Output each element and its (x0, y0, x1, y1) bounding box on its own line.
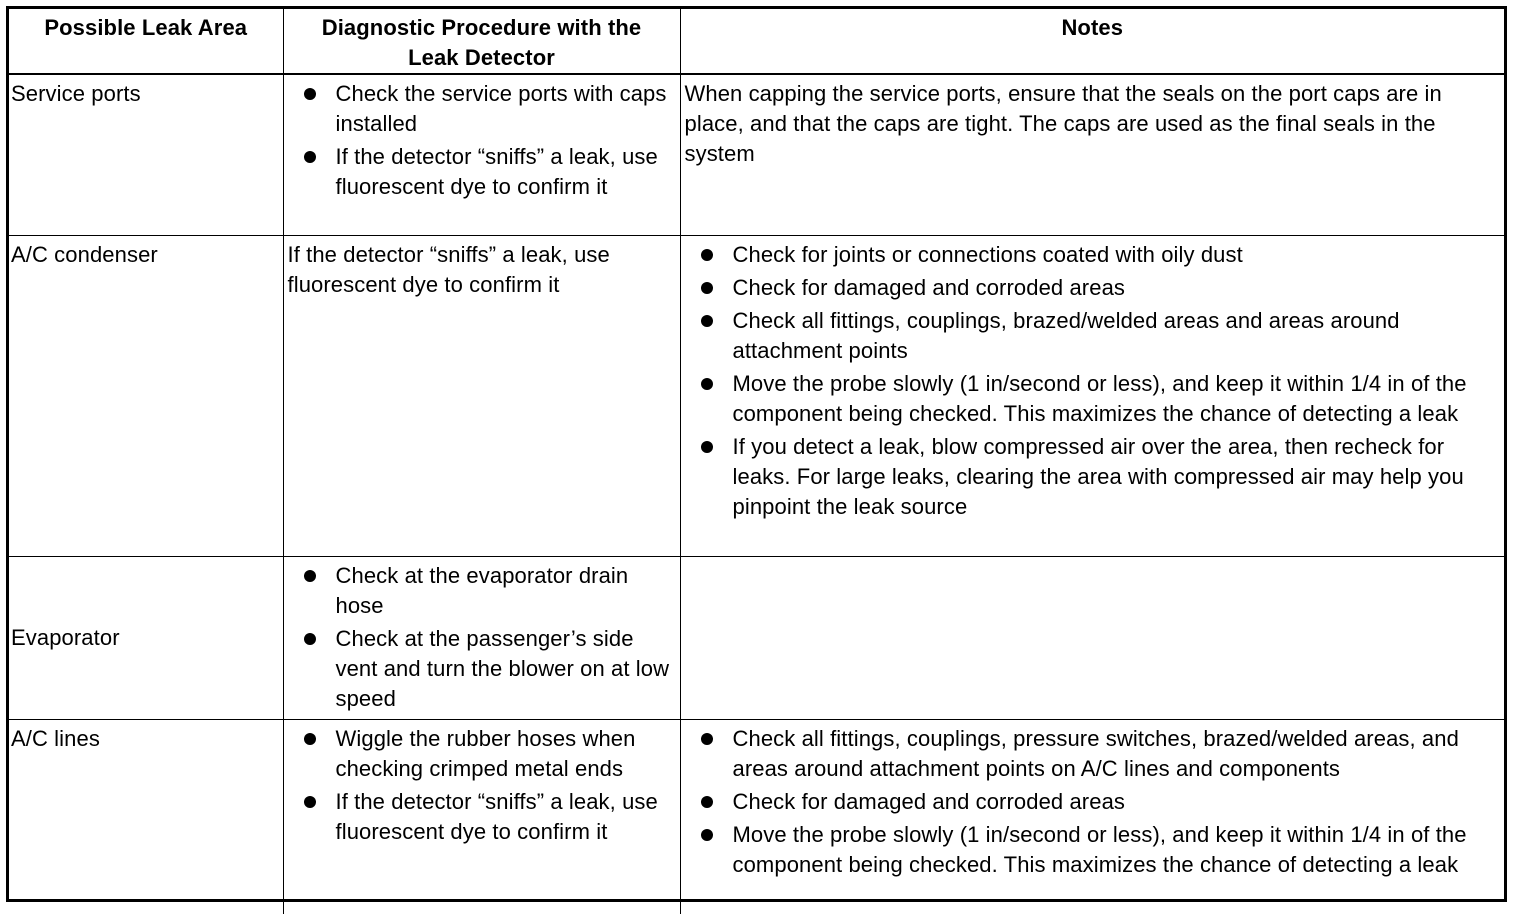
bullet-icon (701, 733, 713, 745)
notes-list (681, 240, 1505, 522)
list-item (681, 787, 1505, 817)
notes-cell-empty (680, 557, 1504, 720)
list-item-text: Check all fittings, couplings, brazed/welded areas and areas around attachment points (733, 308, 1400, 363)
list-item-text: Check for damaged and corroded areas (733, 789, 1126, 814)
procedure-cell (283, 557, 680, 720)
list-item-text: Check at the evaporator drain hose (336, 563, 629, 618)
bullet-icon (304, 570, 316, 582)
list-item (284, 79, 680, 139)
procedure-cell: If the detector “sniffs” a leak, use fluorescent dye to confirm it (283, 236, 680, 557)
bullet-icon (304, 733, 316, 745)
list-item (284, 724, 680, 784)
procedure-list (284, 561, 680, 714)
area-cell: A/C condenser (9, 236, 283, 557)
list-item-text: Check the service ports with caps installed (336, 81, 667, 136)
list-item-text: Check for joints or connections coated with oily dust (733, 242, 1243, 267)
bullet-icon (701, 378, 713, 390)
list-item-text: Check at the passenger’s side vent and turn the blower on at low speed (336, 626, 670, 711)
procedure-cell (283, 74, 680, 236)
list-item-text: Check all fittings, couplings, pressure switches, brazed/welded areas, and areas around attachment points on A/C lines and components (733, 726, 1459, 781)
notes-cell (680, 720, 1504, 914)
header-row (9, 9, 1504, 74)
list-item (681, 240, 1505, 270)
procedure-list (284, 79, 680, 202)
procedure-list (284, 724, 680, 847)
list-item (681, 306, 1505, 366)
leak-check-table-frame (6, 6, 1507, 902)
bullet-icon (701, 829, 713, 841)
list-item (681, 724, 1505, 784)
list-item (284, 624, 680, 714)
procedure-cell (283, 720, 680, 914)
list-item (284, 787, 680, 847)
bullet-icon (701, 315, 713, 327)
bullet-icon (701, 249, 713, 261)
leak-check-table (9, 9, 1504, 914)
list-item (284, 142, 680, 202)
notes-list (681, 724, 1505, 880)
bullet-icon (304, 88, 316, 100)
area-cell: A/C lines (9, 720, 283, 914)
table-row-evaporator (9, 557, 1504, 720)
list-item (681, 273, 1505, 303)
table-row-ac-lines (9, 720, 1504, 914)
list-item (681, 369, 1505, 429)
header-diagnostic-procedure: Diagnostic Procedure with the Leak Detector (283, 9, 680, 74)
bullet-icon (304, 151, 316, 163)
area-cell: Service ports (9, 74, 283, 236)
area-cell: Evaporator (9, 557, 283, 720)
table-row-ac-condenser (9, 236, 1504, 557)
list-item-text: If the detector “sniffs” a leak, use fluorescent dye to confirm it (336, 144, 658, 199)
header-possible-leak-area: Possible Leak Area (9, 9, 283, 74)
list-item-text: Check for damaged and corroded areas (733, 275, 1126, 300)
list-item (681, 820, 1505, 880)
list-item-text: If the detector “sniffs” a leak, use fluorescent dye to confirm it (336, 789, 658, 844)
list-item-text: If you detect a leak, blow compressed air over the area, then recheck for leaks. For large leaks, clearing the area with compressed air may help you pinpoint the leak source (733, 434, 1464, 519)
table-row-service-ports (9, 74, 1504, 236)
list-item (681, 432, 1505, 522)
list-item-text: Wiggle the rubber hoses when checking crimped metal ends (336, 726, 636, 781)
list-item-text: Move the probe slowly (1 in/second or less), and keep it within 1/4 in of the component being checked. This maximizes the chance of detecting a leak (733, 822, 1467, 877)
bullet-icon (701, 441, 713, 453)
notes-cell: When capping the service ports, ensure that the seals on the port caps are in place, and that the caps are tight. The caps are used as the final seals in the system (680, 74, 1504, 236)
bullet-icon (304, 633, 316, 645)
list-item (284, 561, 680, 621)
bullet-icon (701, 282, 713, 294)
notes-cell (680, 236, 1504, 557)
list-item-text: Move the probe slowly (1 in/second or less), and keep it within 1/4 in of the component being checked. This maximizes the chance of detecting a leak (733, 371, 1467, 426)
header-notes: Notes (680, 9, 1504, 74)
bullet-icon (304, 796, 316, 808)
bullet-icon (701, 796, 713, 808)
